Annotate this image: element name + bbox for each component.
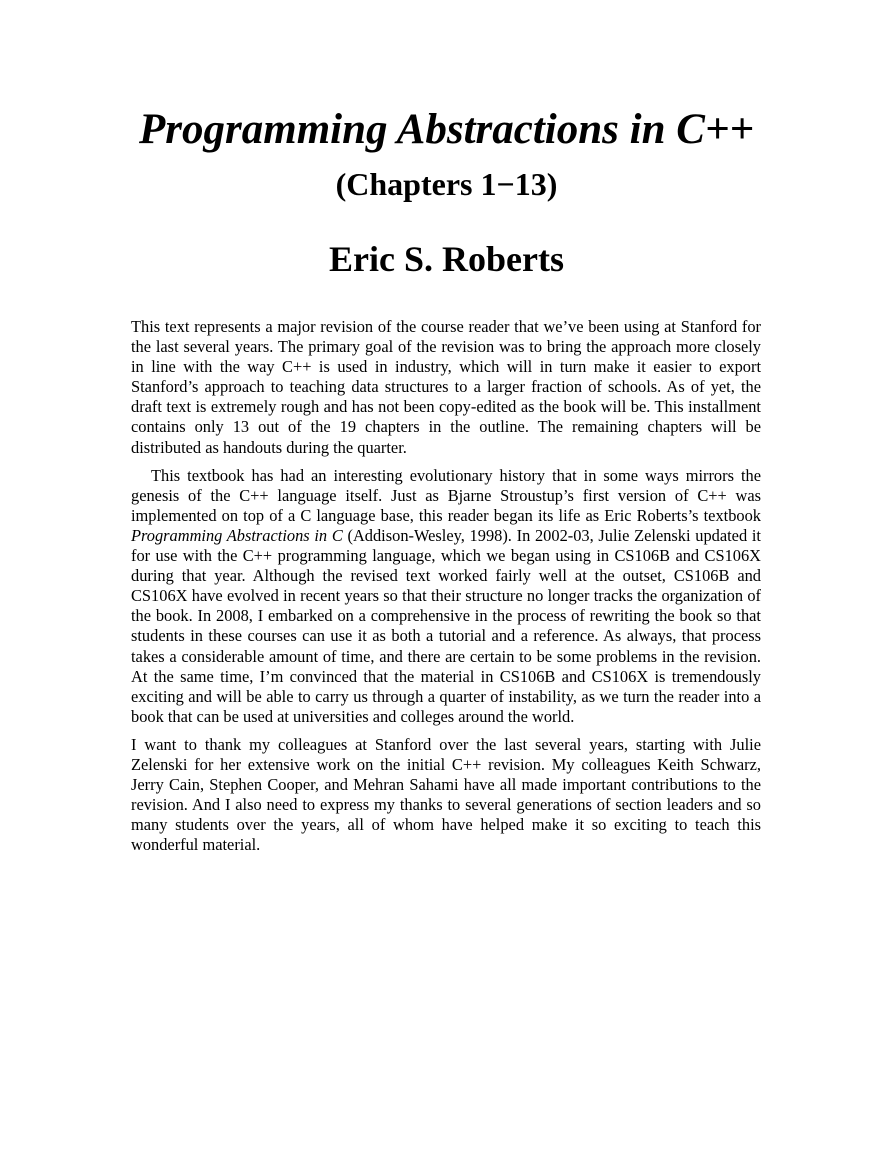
book-title: Programming Abstractions in C++ <box>139 106 754 153</box>
preface-paragraph-2 <box>131 466 761 727</box>
book-author: Eric S. Roberts <box>329 239 564 279</box>
preface-paragraph-1: This text represents a major revision of the course reader that we’ve been using at Stanford for the last several years. The primary goal of the revision was to bring the approach more closely in line with the way C++ is used in industry, which will in turn make it easier to export Stanford’s approach to teaching data structures to a larger fraction of schools. As of yet, the draft text is extremely rough and has not been copy-edited as the book will be. This installment contains only 13 out of the 19 chapters in the outline. The remaining chapters will be distributed as handouts during the quarter. <box>131 317 761 457</box>
preface-body <box>131 317 761 863</box>
preface-paragraph-3: I want to thank my colleagues at Stanford over the last several years, starting with Julie Zelenski for her extensive work on the initial C++ revision. My colleagues Keith Schwarz, Jerry Cain, Stephen Cooper, and Mehran Sahami have all made important contributions to the revision. And I also need to express my thanks to several generations of section leaders and so many students over the years, all of whom have helped make it so exciting to teach this wonderful material. <box>131 734 761 855</box>
cited-book-title: Programming Abstractions in C <box>131 525 343 545</box>
book-subtitle: (Chapters 1−13) <box>335 166 558 202</box>
paragraph-2-text-before: This textbook has had an interesting evolutionary history that in some ways mirrors the genesis of the C++ language itself. Just as Bjarne Stroustup’s first version of C++ was implemented on top of a C language base, this reader began its life as Eric Roberts’s textbook <box>131 465 761 525</box>
paragraph-2-text-after: (Addison-Wesley, 1998). In 2002-03, Julie Zelenski updated it for use with the C++ programming language, which we began using in CS106B and CS106X during that year. Although the revised text worked fairly well at the outset, CS106B and CS106X have evolved in recent years so that their structure no longer tracks the organization of the book. In 2008, I embarked on a comprehensive in the process of rewriting the book so that students in these courses can use it as both a tutorial and a reference. As always, that process takes a considerable amount of time, and there are certain to be some problems in the revision. At the same time, I’m convinced that the material in CS106B and CS106X is tremendously exciting and will be able to carry us through a quarter of instability, as we turn the reader into a book that can be used at universities and colleges around the world. <box>131 525 761 726</box>
